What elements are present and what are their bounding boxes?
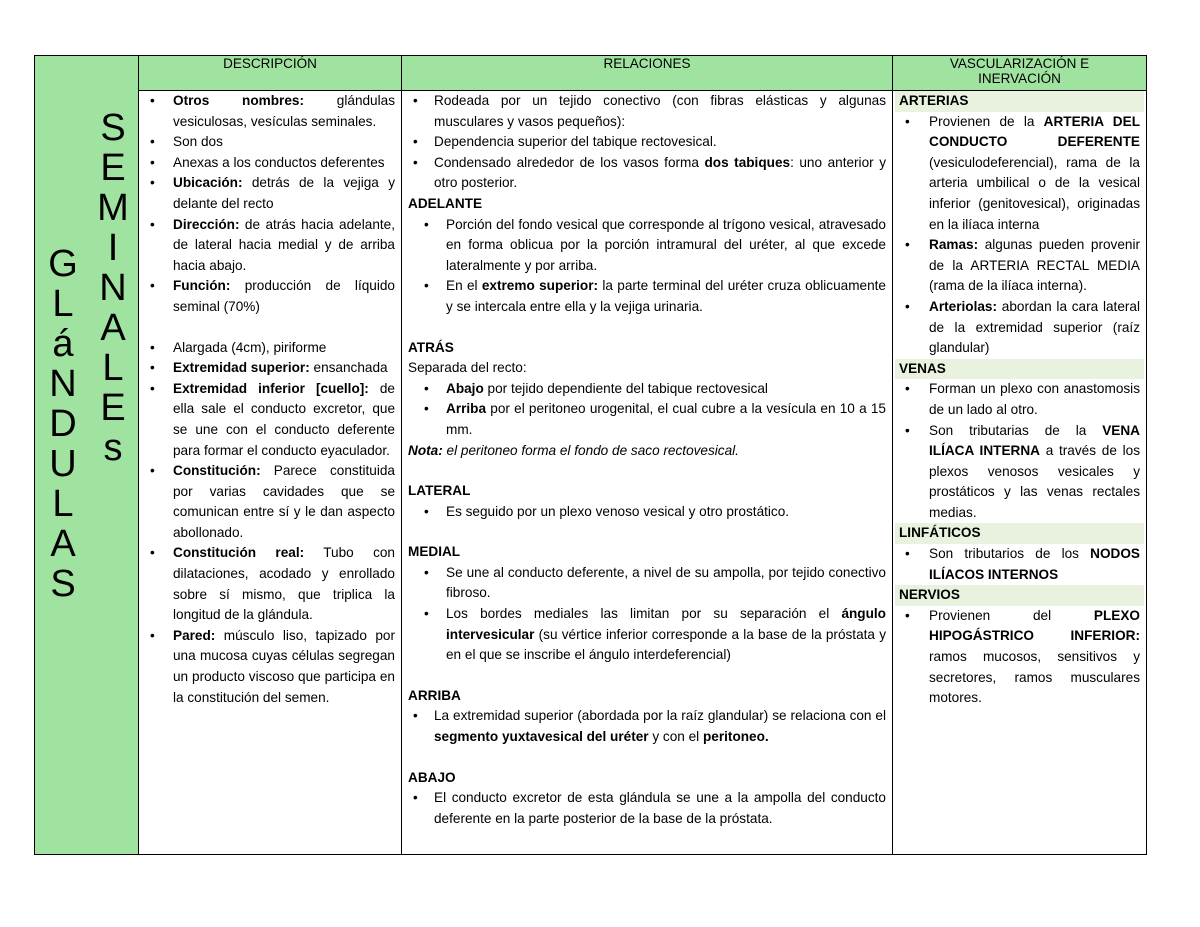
list-item: • Función: producción de líquido seminal (70%) [145,276,395,317]
atras-intro: Separada del recto: [408,360,527,376]
header-vascularizacion: VASCULARIZACIÓN E INERVACIÓN [893,56,1147,91]
subheading-lateral: LATERAL [408,483,471,499]
list-item: • Dependencia superior del tabique rectovesical. [408,132,886,153]
subheading-atras: ATRÁS [408,339,454,355]
list-item: • Pared: músculo liso, tapizado por una mucosa cuyas células segregan un producto viscoso que participa en la constitución del semen. [145,626,395,708]
subheading-abajo: ABAJO [408,769,456,785]
list-item: • Ubicación: detrás de la vejiga y delante del recto [145,173,395,214]
list-item: • Son tributarios de los NODOS ILÍACOS INTERNOS [899,544,1140,585]
list-item: • Otros nombres: glándulas vesiculosas, vesículas seminales. [145,91,395,132]
list-item: • Anexas a los conductos deferentes [145,153,395,174]
list-item: • Se une al conducto deferente, a nivel de su ampolla, por tejido conectivo fibroso. [408,563,886,604]
list-item: • Son tributarias de la VENA ILÍACA INTERNA a través de los plexos venosos vesicales y prostáticos y las venas rectales medias. [899,421,1140,524]
list-item: • Son dos [145,132,395,153]
list-item: • La extremidad superior (abordada por la raíz glandular) se relaciona con el segmento yuxtavesical del uréter y con el peritoneo. [408,706,886,747]
list-item: • Extremidad inferior [cuello]: de ella sale el conducto excretor, que se une con el conducto deferente para formar el conducto eyaculador. [145,379,395,461]
subheading-arterias: ARTERIAS [895,91,1144,112]
side-word-glandulas: G L á N D U L A S [48,243,78,605]
list-item: • Forman un plexo con anastomosis de un lado al otro. [899,379,1140,420]
subheading-venas: VENAS [895,359,1144,380]
subheading-nervios: NERVIOS [895,585,1144,606]
list-item: • Rodeada por un tejido conectivo (con fibras elásticas y algunas musculares y vasos pequeños): [408,91,886,132]
subheading-medial: MEDIAL [408,544,461,560]
list-item: • Ramas: algunas pueden provenir de la ARTERIA RECTAL MEDIA (rama de la ilíaca interna). [899,235,1140,297]
list-item: • Dirección: de atrás hacia adelante, de lateral hacia medial y de arriba hacia abajo. [145,215,395,277]
header-descripcion: DESCRIPCIÓN [139,56,402,91]
seminal-glands-table [34,55,1147,855]
list-item: • Es seguido por un plexo venoso vesical y otro prostático. [408,502,886,523]
list-item: • En el extremo superior: la parte terminal del uréter cruza oblicuamente y se intercala entre ella y la vejiga urinaria. [408,276,886,317]
side-title-column [35,56,139,855]
list-item: • Provienen de la ARTERIA DEL CONDUCTO DEFERENTE (vesiculodeferencial), rama de la arteria umbilical o de la vesical inferior (genitovesical), originadas en la ilíaca interna [899,112,1140,236]
list-item: • Condensado alrededor de los vasos forma dos tabiques: uno anterior y otro posterior. [408,153,886,194]
list-item: • Porción del fondo vesical que corresponde al trígono vesical, atravesado en forma oblicua por la porción intramural del uréter, al que excede lateralmente y por arriba. [408,215,886,277]
list-item: • Alargada (4cm), piriforme [145,338,395,359]
relaciones-cell [402,91,893,855]
subheading-linfaticos: LINFÁTICOS [895,523,1144,544]
list-item: • Abajo por tejido dependiente del tabique rectovesical [408,379,886,400]
header-relaciones: RELACIONES [402,56,893,91]
list-item: • El conducto excretor de esta glándula se une a la ampolla del conducto deferente en la parte posterior de la base de la próstata. [408,788,886,829]
list-item: • Arriba por el peritoneo urogenital, el cual cubre a la vesícula en 10 a 15 mm. [408,399,886,440]
descripcion-cell [139,91,402,855]
list-item: • Provienen del PLEXO HIPOGÁSTRICO INFERIOR: ramos mucosos, sensitivos y secretores, ramos musculares motores. [899,606,1140,709]
subheading-adelante: ADELANTE [408,195,483,211]
list-item: • Arteriolas: abordan la cara lateral de la extremidad superior (raíz glandular) [899,297,1140,359]
nota: Nota: el peritoneo forma el fondo de saco rectovesical. [408,442,739,458]
list-item: • Extremidad superior: ensanchada [145,358,395,379]
list-item: • Constitución: Parece constituida por varias cavidades que se comunican entre sí y le dan aspecto abollonado. [145,461,395,543]
side-word-seminales: S E M I N A L E s [97,107,129,469]
list-item: • Constitución real: Tubo con dilataciones, acodado y enrollado sobre sí mismo, que triplica la longitud de la glándula. [145,543,395,625]
vascularizacion-cell [893,91,1147,855]
subheading-arriba: ARRIBA [408,687,461,703]
list-item: • Los bordes mediales las limitan por su separación el ángulo intervesicular (su vértice inferior corresponde a la base de la próstata y en el que se inscribe el ángulo interdeferencial) [408,604,886,666]
